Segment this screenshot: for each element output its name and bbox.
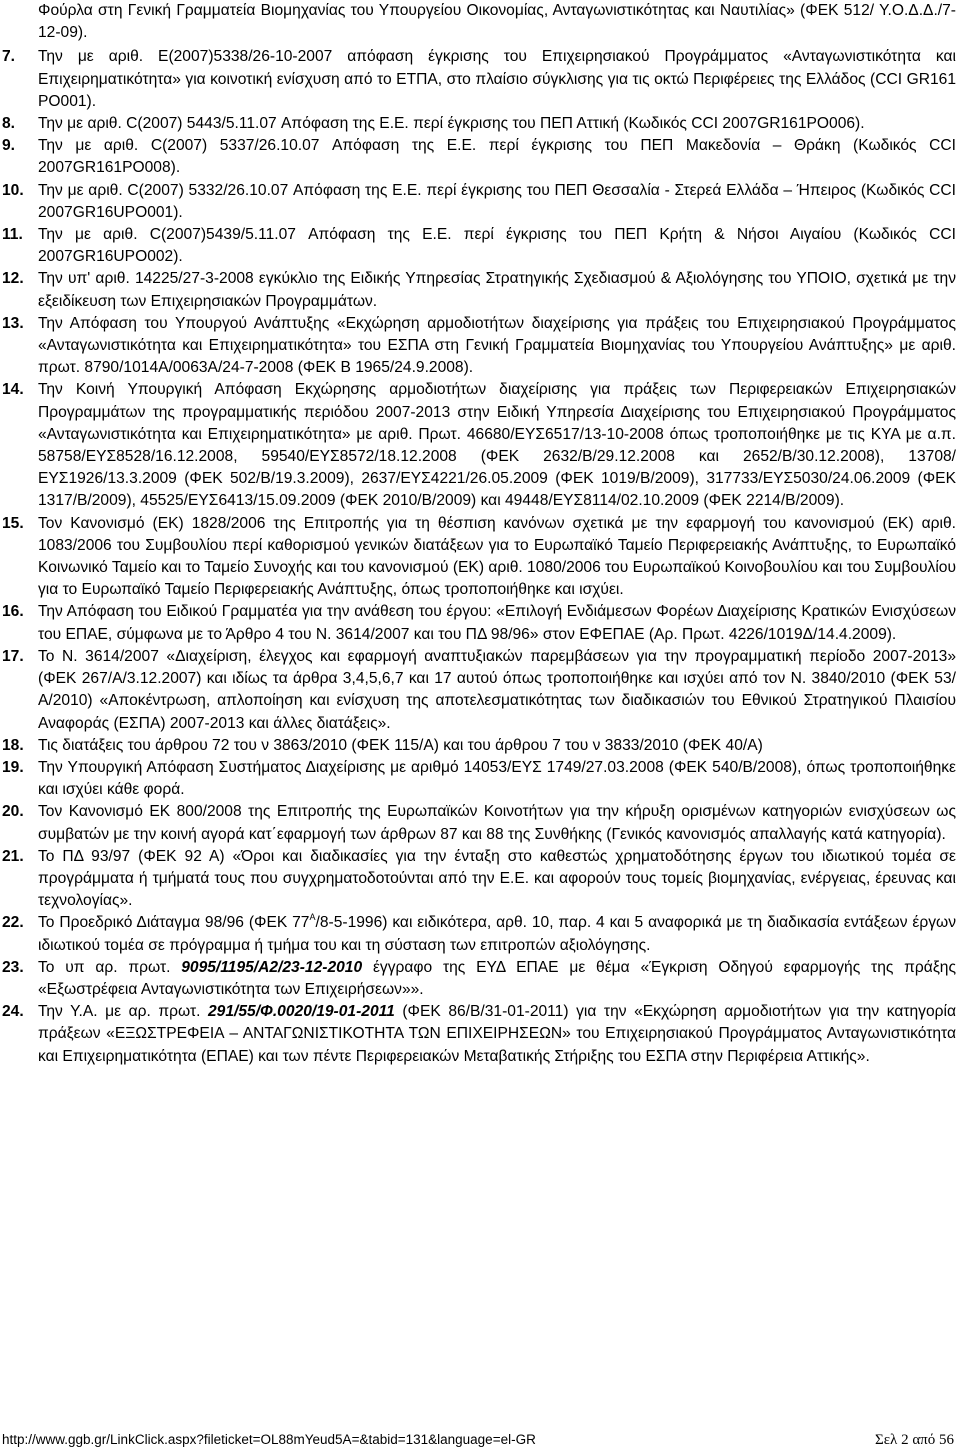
list-item-24 [2, 1001, 956, 1068]
item-number: 21. [2, 847, 24, 865]
item-text: Το ΠΔ 93/97 (ΦΕΚ 92 Α) «Όροι και διαδικασίες για την ένταξη στο καθεστώς χρηματοδότησης έργων του ιδιωτικού τομέα σε προγράμματα ή τμήματά τους που συγχρηματοδοτούνται από την Ε.Ε. και αφορούν τους τομείς βιομηχανίας, ενέργειας, έρευνας και τεχνολογίας». [38, 847, 956, 910]
list-item-14 [2, 379, 956, 512]
item-text: Την υπ' αριθ. 14225/27-3-2008 εγκύκλιο της Ειδικής Υπηρεσίας Στρατηγικής Σχεδιασμού & Αξιολόγησης του ΥΠΟΙΟ, σχετικά με την εξειδίκευση των Επιχειρησιακών Προγραμμάτων. [38, 270, 956, 310]
reference-number: 291/55/Φ.0020/19-01-2011 [208, 1003, 395, 1021]
item-text-part: Το Προεδρικό Διάταγμα 98/96 (ΦΕΚ 77 [38, 914, 310, 932]
item-number: 23. [2, 958, 24, 976]
list-item-8 [2, 113, 956, 135]
page-footer [2, 1432, 954, 1450]
list-item-13 [2, 313, 956, 380]
item-text: Την Υπουργική Απόφαση Συστήματος Διαχείρισης με αριθμό 14053/ΕΥΣ 1749/27.03.2008 (ΦΕΚ 540/Β/2008), όπως τροποποιήθηκε και ισχύει κάθε φορά. [38, 758, 956, 799]
list-item-17 [2, 646, 956, 735]
document-body [2, 0, 956, 1068]
item-text-part: (ΦΕΚ 86/Β/31-01-2011) για την «Εκχώρηση αρμοδιοτήτων για την κατηγορία πράξεων «ΕΞΩΣΤΡΕΦΕΙΑ – ΑΝΤΑΓΩΝΙΣΤΙΚΟΤΗΤΑ ΤΩΝ ΕΠΙΧΕΙΡΗΣΕΩΝ» του Επιχειρησιακού Προγράμματος Ανταγωνιστικότητα και Επιχειρηματικότητα (ΕΠΑΕ) και των πέντε Περιφερειακών Μεταβατικής Στήριξης του ΕΣΠΑ στην Περιφέρεια Αττικής». [38, 1003, 956, 1065]
list-item-10 [2, 180, 956, 224]
list-item-23 [2, 957, 956, 1001]
item-text [38, 1001, 956, 1068]
item-text [38, 957, 956, 1001]
item-text: Την Κοινή Υπουργική Απόφαση Εκχώρησης αρμοδιοτήτων διαχείρισης για πράξεις των Περιφερειακών Επιχειρησιακών Προγραμμάτων της προγραμματικής περιόδου 2007-2013 στην Ειδική Υπηρεσία Διαχείρισης του Επιχειρησιακού Προγράμματος «Ανταγωνιστικότητα και Επιχειρηματικότητα» με αριθ. Πρωτ. 46680/ΕΥΣ6517/13-10-2008 όπως τροποποιήθηκε με τις ΚΥΑ με α.π. 58758/ΕΥΣ8528/16.12.2008, 59540/ΕΥΣ8572/18.12.2008 (ΦΕΚ 2632/Β/29.12.2008 και 2652/Β/30.12.2008), 13708/ΕΥΣ1926/13.3.2009 (ΦΕΚ 502/Β/19.3.2009), 2637/ΕΥΣ4221/26.05.2009 (ΦΕΚ 1019/Β/2009), 317733/ΕΥΣ5030/24.06.2009 (ΦΕΚ 1317/Β/2009), 45525/ΕΥΣ6413/15.09.2009 (ΦΕΚ 2010/Β/2009) και 49448/ΕΥΣ8114/02.10.2009 (ΦΕΚ 2214/Β/2009). [38, 381, 956, 510]
item-number: 19. [2, 758, 24, 776]
item-text: Την Απόφαση του Ειδικού Γραμματέα για την ανάθεση του έργου: «Επιλογή Ενδιάμεσων Φορέων Διαχείρισης Κρατικών Ενισχύσεων του ΕΠΑΕ, σύμφωνα με το Άρθρο 4 του Ν. 3614/2007 και του ΠΔ 98/96» στον ΕΦΕΠΑΕ (Αρ. Πρωτ. 4226/1019Δ/14.4.2009). [38, 603, 956, 643]
list-item-15 [2, 513, 956, 602]
item-number: 22. [2, 914, 24, 932]
item-number: 15. [2, 514, 24, 532]
item-number: 18. [2, 736, 24, 754]
item-number: 7. [2, 48, 16, 66]
footer-url[interactable]: http://www.ggb.gr/LinkClick.aspx?fileticket=OL88mYeud5A=&tabid=131&language=el-GR [2, 1432, 536, 1447]
item-text: Τον Κανονισμό ΕΚ 800/2008 της Επιτροπής της Ευρωπαϊκών Κοινοτήτων για την κήρυξη ορισμένων κατηγοριών ενισχύσεων ως συμβατών με την κοινή αγορά κατ΄εφαρμογή των άρθρων 87 και 88 της Συνθήκης (Γενικός κανονισμός απαλλαγής κατά κατηγορία). [38, 803, 956, 843]
item-number: 10. [2, 181, 24, 199]
list-item-12 [2, 268, 956, 312]
item-text: Τον Κανονισμό (ΕΚ) 1828/2006 της Επιτροπής για τη θέσπιση κανόνων σχετικά με την εφαρμογή του κανονισμού (ΕΚ) αριθ. 1083/2006 του Συμβουλίου περί καθορισμού γενικών διατάξεων για το Ευρωπαϊκό Ταμείο Περιφερειακής Ανάπτυξης, το Ευρωπαϊκό Κοινωνικό Ταμείο και το Ταμείο Συνοχής και του κανονισμού (ΕΚ) αριθ. 1080/2006 του Ευρωπαϊκού Κοινοβουλίου και του Συμβουλίου για το Ευρωπαϊκό Ταμείο Περιφερειακής Ανάπτυξης, όπως τροποποιήθηκε και ισχύει. [38, 514, 956, 599]
item-text: Την με αριθ. C(2007)5439/5.11.07 Απόφαση της Ε.Ε. περί έγκρισης του ΠΕΠ Κρήτη & Νήσοι Αιγαίου (Κωδικός CCI 2007GR16UPO002). [38, 226, 956, 266]
item-text-part: /8-5-1996) και ειδικότερα, αρθ. 10, παρ. 4 και 5 αναφορικά με τη διαδικασία εντάξεων έργων ιδιωτικού τομέα σε πρόγραμμα ή τμήμα του και τη σύσταση των επιτροπών αξιολόγησης. [38, 914, 956, 954]
item-text: Την με αριθ. C(2007) 5332/26.10.07 Απόφαση της Ε.Ε. περί έγκρισης του ΠΕΠ Θεσσαλία - Στερεά Ελλάδα – Ήπειρος (Κωδικός CCI 2007GR16UPO001). [38, 181, 956, 221]
item-number: 17. [2, 647, 24, 665]
item-number: 20. [2, 803, 24, 821]
reference-number: 9095/1195/Α2/23-12-2010 [181, 958, 363, 976]
item-text: Την με αριθ. Ε(2007)5338/26-10-2007 απόφαση έγκρισης του Επιχειρησιακού Προγράμματος «Ανταγωνιστικότητα και Επιχειρηματικότητα» για κοινοτική ενίσχυση από το ΕΤΠΑ, στο πλαίσιο σύγκλισης για τις οκτώ Περιφέρειες της Ελλάδος (CCI GR161 PO001). [38, 48, 956, 110]
list-item-22 [2, 912, 956, 956]
item-text [38, 912, 956, 956]
list-item-16 [2, 601, 956, 645]
lead-paragraph: Φούρλα στη Γενική Γραμματεία Βιομηχανίας του Υπουργείου Οικονομίας, Ανταγωνιστικότητας και Ναυτιλίας» (ΦΕΚ 512/ Υ.Ο.Δ.Δ./7-12-09). [38, 2, 956, 42]
item-text: Το Ν. 3614/2007 «Διαχείριση, έλεγχος και εφαρμογή αναπτυξιακών παρεμβάσεων για την προγραμματική περίοδο 2007-2013» (ΦΕΚ 267/Α/3.12.2007) και ιδίως τα άρθρα 3,4,5,6,7 και 17 αυτού όπως τροποποιήθηκε και ισχύει από τον Ν. 3840/2010 (ΦΕΚ 53/Α/2010) «Αποκέντρωση, απλοποίηση και ενίσχυση της αποτελεσματικότητας των διαδικασιών του Εθνικού Στρατηγικού Πλαισίου Αναφοράς (ΕΣΠΑ) 2007-2013 και άλλες διατάξεις». [38, 647, 956, 732]
item-number: 11. [2, 226, 23, 244]
item-text-part: έγγραφο της ΕΥΔ ΕΠΑΕ με θέμα «Έγκριση Οδηγού εφαρμογής της πράξης «Εξωστρέφεια Ανταγωνιστικότητα των Επιχειρήσεων»». [38, 958, 956, 998]
item-text: Την Απόφαση του Υπουργού Ανάπτυξης «Εκχώρηση αρμοδιοτήτων διαχείρισης για πράξεις του Επιχειρησιακού Προγράμματος «Ανταγωνιστικότητα και Επιχειρηματικότητα» του ΕΣΠΑ στη Γενική Γραμματεία Βιομηχανίας του Υπουργείου Ανάπτυξης» με αριθ. πρωτ. 8790/1014Α/0063Α/24-7-2008 (ΦΕΚ Β 1965/24.9.2008). [38, 314, 956, 377]
item-number: 9. [2, 137, 16, 155]
item-number: 14. [2, 381, 24, 399]
item-number: 8. [2, 115, 16, 133]
item-number: 24. [2, 1003, 24, 1021]
item-text: Τις διατάξεις του άρθρου 72 του ν 3863/2010 (ΦΕΚ 115/Α) και του άρθρου 7 του ν 3833/2010 (ΦΕΚ 40/Α) [38, 736, 763, 754]
list-item-21 [2, 846, 956, 913]
item-text-part: Την Υ.Α. με αρ. πρωτ. [38, 1003, 208, 1021]
list-item-20 [2, 801, 956, 845]
list-item-11 [2, 224, 956, 268]
item-text-part: Το υπ αρ. πρωτ. [38, 958, 182, 976]
item-text: Την με αριθ. C(2007) 5443/5.11.07 Απόφαση της Ε.Ε. περί έγκρισης του ΠΕΠ Αττική (Κωδικός CCI 2007GR161PO006). [38, 115, 865, 133]
list-item-9 [2, 135, 956, 179]
list-item-7 [2, 46, 956, 113]
list-item-18 [2, 735, 956, 757]
item-number: 12. [2, 270, 24, 288]
item-number: 16. [2, 603, 24, 621]
item-number: 13. [2, 314, 24, 332]
item-text: Την με αριθ. C(2007) 5337/26.10.07 Απόφαση της Ε.Ε. περί έγκρισης του ΠΕΠ Μακεδονία – Θράκη (Κωδικός CCI 2007GR161PO008). [38, 137, 956, 177]
list-item-19 [2, 757, 956, 801]
page-number: Σελ 2 από 56 [875, 1432, 954, 1448]
superscript: Α [309, 912, 316, 923]
